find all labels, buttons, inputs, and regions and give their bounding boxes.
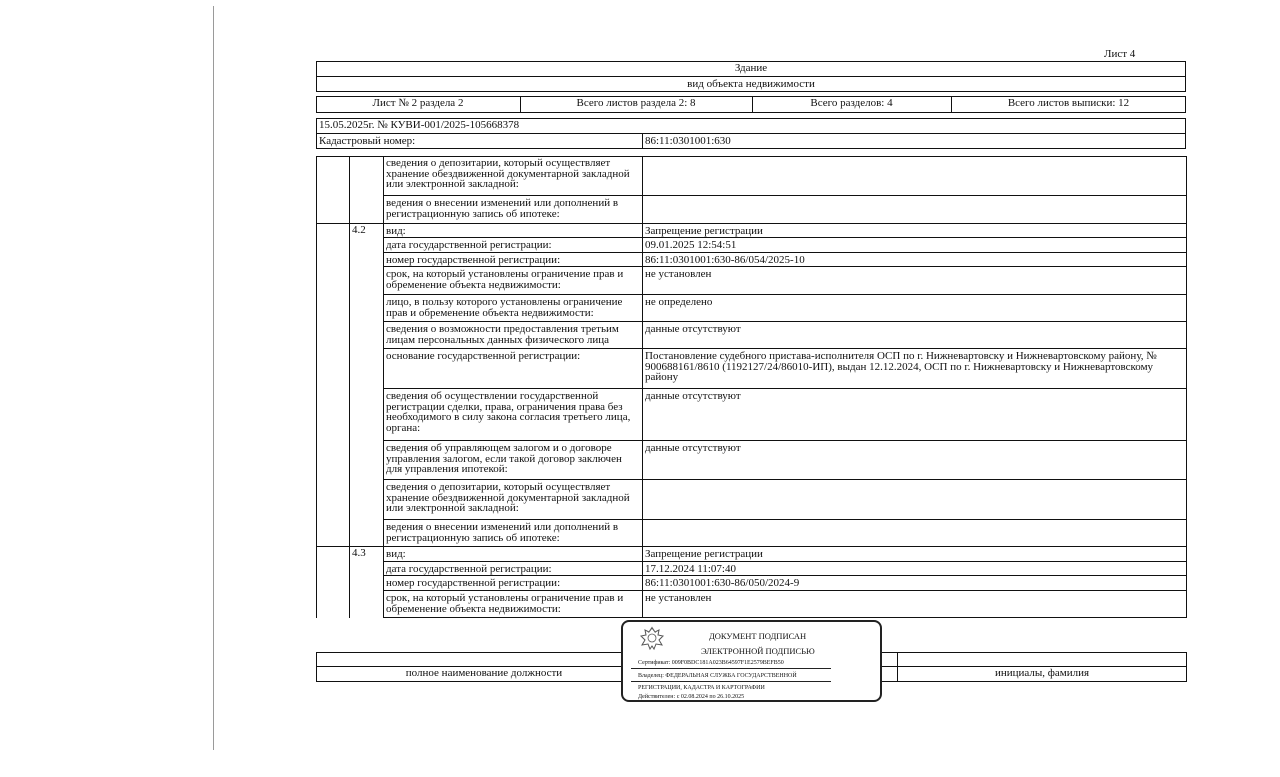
- stamp-certificate: Сертификат: 009F0BDC181A023B64597F1E2579BEFB50: [638, 660, 784, 666]
- doc-ref: 15.05.2025г. № КУВИ-001/2025-105668378: [319, 119, 520, 131]
- sheet-of-section: Лист № 2 раздела 2: [372, 97, 464, 109]
- entry-4-3-type-label: вид:: [386, 548, 406, 560]
- stamp-owner-1: Владелец: ФЕДЕРАЛЬНАЯ СЛУЖБА ГОСУДАРСТВЕННОЙ: [638, 673, 797, 679]
- entry-4-2-basis-value: Постановление судебного пристава-исполнителя ОСП по г. Нижневартовску и Нижневартовскому району, № 900688161/8610 (1192127/24/86010-ИП), выдан 12.12.2024, ОСП по г. Нижневартовску и Нижневартовскому району: [645, 350, 1157, 383]
- entry-4-2-reg-date-label: дата государственной регистрации:: [386, 239, 552, 251]
- entry-number-4-2: 4.2: [352, 224, 366, 236]
- e-signature-stamp: [621, 620, 882, 702]
- sheet-number: Лист 4: [1104, 48, 1136, 60]
- entry-4-2-reg-number-label: номер государственной регистрации:: [386, 254, 561, 266]
- entry-4-2-changes-label: ведения о внесении изменений или дополнений в регистрационную запись об ипотеке:: [386, 521, 619, 544]
- entry-4-2-type-value: Запрещение регистрации: [645, 225, 763, 237]
- entry-4-2-basis-label: основание государственной регистрации:: [386, 350, 581, 362]
- entry-4-2-type-label: вид:: [386, 225, 406, 237]
- cadastral-label: Кадастровый номер:: [319, 135, 416, 147]
- entry-4-2-personal-data-label: сведения о возможности предоставления третьим лицам персональных данных физического лица: [386, 323, 619, 346]
- entry-4-2-reg-number-value: 86:11:0301001:630-86/054/2025-10: [645, 254, 805, 266]
- entry-4-3-term-label: срок, на который установлены ограничение прав и обременение объекта недвижимости:: [386, 592, 624, 615]
- prev-changes-label: ведения о внесении изменений или дополнений в регистрационную запись об ипотеке:: [386, 197, 619, 220]
- total-sheets-extract: Всего листов выписки: 12: [1007, 97, 1130, 109]
- entry-4-2-reg-date-value: 09.01.2025 12:54:51: [645, 239, 737, 251]
- entry-4-2-consent-value: данные отсутствуют: [645, 390, 741, 402]
- entry-number-4-3: 4.3: [352, 547, 366, 559]
- entry-4-2-term-value: не установлен: [645, 268, 712, 280]
- emblem-icon: [637, 625, 667, 653]
- stamp-validity: Действителен: с 02.08.2024 по 26.10.2025: [638, 694, 745, 700]
- entry-4-2-pledge-manager-value: данные отсутствуют: [645, 442, 741, 454]
- object-type-caption: вид объекта недвижимости: [687, 78, 815, 90]
- entry-4-2-consent-label: сведения об осуществлении государственной регистрации сделки, права, ограничения права без необходимого в силу закона согласия третьего лица, органа:: [386, 390, 631, 434]
- entry-4-3-term-value: не установлен: [645, 592, 712, 604]
- cadastral-number: 86:11:0301001:630: [645, 135, 731, 147]
- entry-4-2-beneficiary-value: не определено: [645, 296, 713, 308]
- entry-4-2-pledge-manager-label: сведения об управляющем залогом и о договоре управления залогом, если такой договор заключен для управления ипотекой:: [386, 442, 622, 475]
- entry-4-2-depository-label: сведения о депозитарии, который осуществляет хранение обездвиженной документарной закладной или электронной закладной:: [386, 481, 630, 514]
- entry-4-2-term-label: срок, на который установлены ограничение прав и обременение объекта недвижимости:: [386, 268, 624, 291]
- entry-4-3-reg-date-label: дата государственной регистрации:: [386, 563, 552, 575]
- entry-4-3-reg-number-value: 86:11:0301001:630-86/050/2024-9: [645, 577, 800, 589]
- entry-4-3-type-value: Запрещение регистрации: [645, 548, 763, 560]
- total-sections: Всего разделов: 4: [810, 97, 893, 109]
- page-margin-line: [213, 6, 214, 750]
- object-type: Здание: [734, 62, 768, 74]
- position-caption: полное наименование должности: [405, 667, 563, 679]
- entry-4-3-reg-number-label: номер государственной регистрации:: [386, 577, 561, 589]
- total-sheets-section: Всего листов раздела 2: 8: [576, 97, 696, 109]
- stamp-title-1: ДОКУМЕНТ ПОДПИСАН: [709, 631, 807, 641]
- entry-4-2-personal-data-value: данные отсутствуют: [645, 323, 741, 335]
- entry-4-3-reg-date-value: 17.12.2024 11:07:40: [645, 563, 736, 575]
- stamp-owner-2: РЕГИСТРАЦИИ, КАДАСТРА И КАРТОГРАФИИ: [638, 685, 765, 691]
- name-caption: инициалы, фамилия: [994, 667, 1090, 679]
- prev-depository-label: сведения о депозитарии, который осуществляет хранение обездвиженной документарной закладной или электронной закладной:: [386, 157, 630, 190]
- stamp-title-2: ЭЛЕКТРОННОЙ ПОДПИСЬЮ: [701, 646, 815, 656]
- entry-4-2-beneficiary-label: лицо, в пользу которого установлены ограничение прав и обременение объекта недвижимости:: [386, 296, 623, 319]
